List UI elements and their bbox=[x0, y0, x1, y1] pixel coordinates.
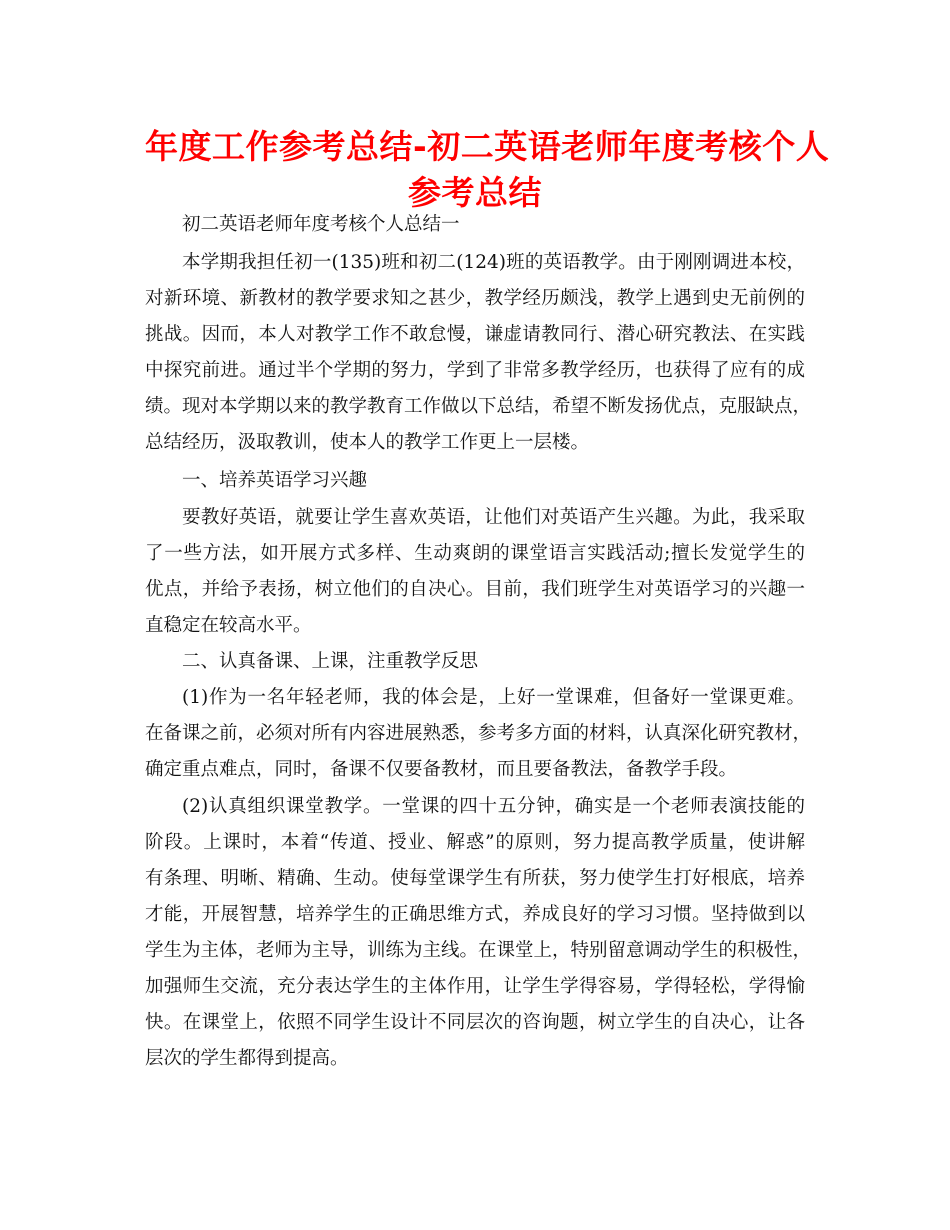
paragraph-line: 才能，开展智慧，培养学生的正确思维方式，养成良好的学习习惯。坚持做到以 bbox=[145, 904, 805, 925]
paragraph-line: 优点，并给予表扬，树立他们的自决心。目前，我们班学生对英语学习的兴趣一 bbox=[145, 579, 805, 600]
paragraph-line: (2)认真组织课堂教学。一堂课的四十五分钟，确实是一个老师表演技能的 bbox=[182, 796, 805, 817]
paragraph-line: 直稳定在较高水平。 bbox=[145, 615, 312, 636]
paragraph-line: 在备课之前，必须对所有内容进展熟悉，参考多方面的材料，认真深化研究教材， bbox=[145, 723, 812, 744]
paragraph-line: (1)作为一名年轻老师，我的体会是，上好一堂课难，但备好一堂课更难。 bbox=[182, 687, 805, 708]
paragraph-line: 了一些方法，如开展方式多样、生动爽朗的课堂语言实践活动;擅长发觉学生的 bbox=[145, 543, 805, 564]
section-heading: 一、培养英语学习兴趣 bbox=[182, 470, 368, 491]
paragraph-line: 学生为主体，老师为主导，训练为主线。在课堂上，特别留意调动学生的积极性， bbox=[145, 940, 812, 961]
paragraph-line: 本学期我担任初一(135)班和初二(124)班的英语教学。由于刚刚调进本校， bbox=[182, 252, 805, 273]
paragraph-line: 确定重点难点，同时，备课不仅要备教材，而且要备教法，备教学手段。 bbox=[145, 759, 738, 780]
section-heading: 二、认真备课、上课，注重教学反思 bbox=[182, 651, 479, 672]
paragraph-line: 对新环境、新教材的教学要求知之甚少，教学经历颇浅，教学上遇到史无前例的 bbox=[145, 288, 805, 309]
section-subtitle: 初二英语老师年度考核个人总结一 bbox=[182, 214, 460, 235]
document-title-line-2: 参考总结 bbox=[408, 173, 542, 212]
paragraph-line: 层次的学生都得到提高。 bbox=[145, 1048, 349, 1069]
paragraph-line: 绩。现对本学期以来的教学教育工作做以下总结，希望不断发扬优点，克服缺点， bbox=[145, 396, 812, 417]
paragraph-line: 挑战。因而，本人对教学工作不敢怠慢，谦虚请教同行、潜心研究教法、在实践 bbox=[145, 324, 805, 345]
paragraph-line: 中探究前进。通过半个学期的努力，学到了非常多教学经历，也获得了应有的成 bbox=[145, 360, 805, 381]
document-title-line-1: 年度工作参考总结-初二英语老师年度考核个人 bbox=[145, 127, 830, 166]
paragraph-line: 快。在课堂上，依照不同学生设计不同层次的咨询题，树立学生的自决心，让各 bbox=[145, 1012, 805, 1033]
paragraph-line: 总结经历，汲取教训，使本人的教学工作更上一层楼。 bbox=[145, 432, 590, 453]
paragraph-line: 有条理、明晰、精确、生动。使每堂课学生有所获，努力使学生打好根底，培养 bbox=[145, 868, 805, 889]
paragraph-line: 阶段。上课时，本着“传道、授业、解惑”的原则，努力提高教学质量，使讲解 bbox=[145, 832, 805, 853]
paragraph-line: 加强师生交流，充分表达学生的主体作用，让学生学得容易，学得轻松，学得愉 bbox=[145, 976, 805, 997]
paragraph-line: 要教好英语，就要让学生喜欢英语，让他们对英语产生兴趣。为此，我采取 bbox=[182, 507, 805, 528]
